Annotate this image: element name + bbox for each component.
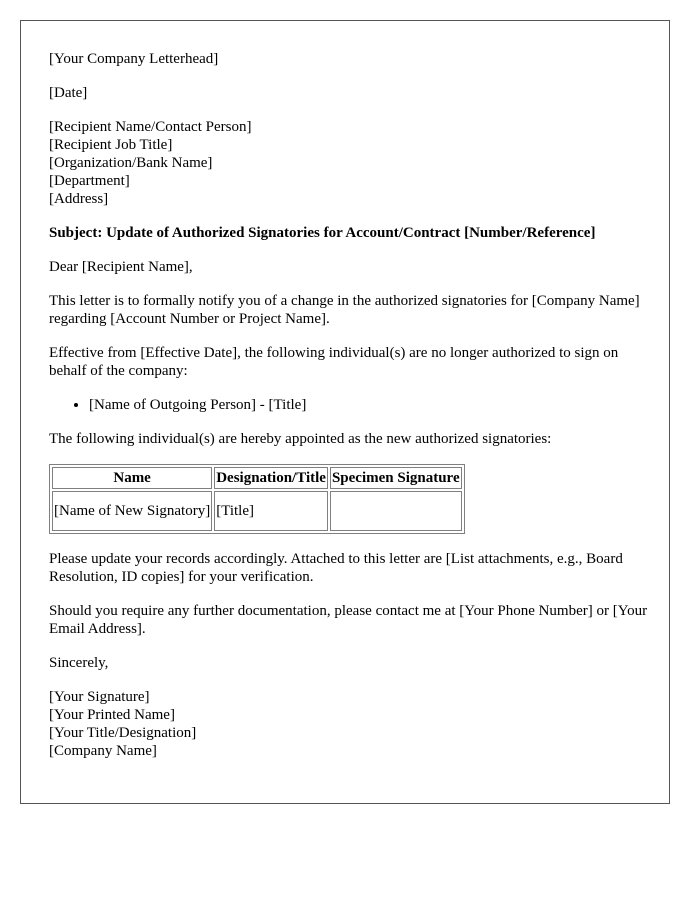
letter-container [20, 20, 670, 804]
recipient-department: [Department] [49, 173, 130, 189]
signature-placeholder: [Your Signature] [49, 689, 150, 705]
signature-block [49, 688, 649, 760]
subject-line: Subject: Update of Authorized Signatories for Account/Contract [Number/Reference] [49, 225, 596, 241]
update-request-paragraph: Please update your records accordingly. Attached to this letter are [List attachments, e.g., Board Resolution, ID copies] for your verification. [49, 551, 623, 585]
recipient-address: [Address] [49, 191, 109, 207]
table-header-name: Name [52, 467, 212, 489]
table-cell-name: [Name of New Signatory] [52, 491, 212, 531]
contact-paragraph: Should you require any further documentation, please contact me at [Your Phone Number] or [Your Email Address]. [49, 603, 648, 637]
letter-date: [Date] [49, 85, 88, 101]
printed-name: [Your Printed Name] [49, 707, 175, 723]
outgoing-intro-paragraph: Effective from [Effective Date], the following individual(s) are no longer authorized to sign on behalf of the company: [49, 345, 619, 379]
letterhead: [Your Company Letterhead] [49, 51, 219, 67]
table-header-specimen-signature: Specimen Signature [330, 467, 462, 489]
new-signatories-table [49, 464, 465, 534]
table-row [52, 491, 462, 531]
closing: Sincerely, [49, 655, 109, 671]
new-signatories-intro: The following individual(s) are hereby appointed as the new authorized signatories: [49, 431, 552, 447]
recipient-job-title: [Recipient Job Title] [49, 137, 173, 153]
intro-paragraph: This letter is to formally notify you of a change in the authorized signatories for [Company Name] regarding [Account Number or Project Name]. [49, 293, 640, 327]
table-cell-specimen-signature [330, 491, 462, 531]
recipient-block [49, 118, 649, 208]
signer-title: [Your Title/Designation] [49, 725, 197, 741]
signer-company: [Company Name] [49, 743, 157, 759]
list-item: • [Name of Outgoing Person] - [Title] [89, 396, 649, 414]
salutation: Dear [Recipient Name], [49, 259, 193, 275]
recipient-organization: [Organization/Bank Name] [49, 155, 213, 171]
recipient-name: [Recipient Name/Contact Person] [49, 119, 252, 135]
table-header-designation: Designation/Title [214, 467, 328, 489]
table-header-row [52, 467, 462, 489]
outgoing-signatories-list [49, 396, 649, 414]
table-cell-designation: [Title] [214, 491, 328, 531]
